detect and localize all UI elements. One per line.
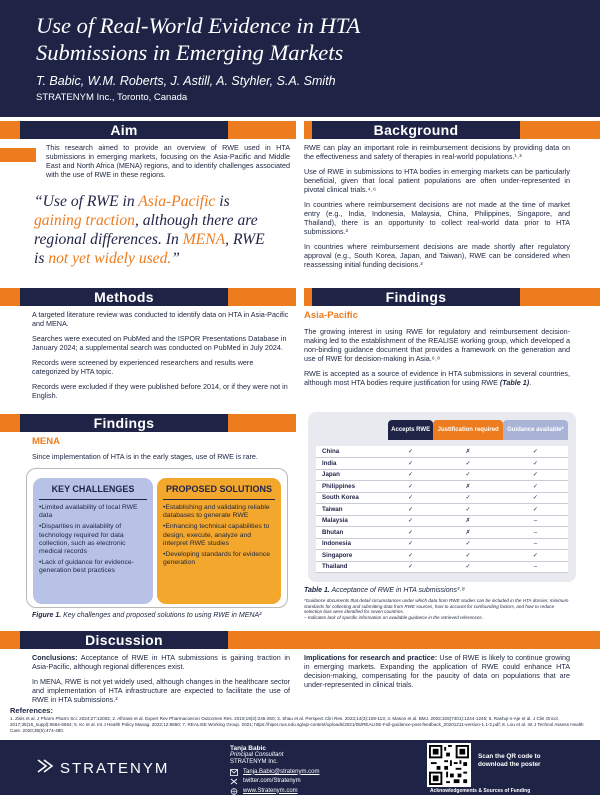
guidance-cell: ✓ bbox=[503, 504, 568, 516]
mena-subheading: MENA bbox=[32, 436, 60, 447]
stratenym-logo-icon bbox=[36, 756, 56, 776]
guidance-cell: ✓ bbox=[503, 446, 568, 458]
findings-right-paragraph: The growing interest in using RWE for regulatory and reimbursement decision-making led to the establishment of the REALISE working group, which developed a non-binding guidance document that provides a framework on the generation and use of RWE for decision-making in Asia.⁶˒⁸ bbox=[304, 327, 570, 363]
references-text: 1. Zisis et al. J Pharm Pharm Sci. 2024;27:12002; 2. Alhrass et al. Expert Rev Pharmacoecon Outcomes Res. 2019;19(3):245-250; 3. Shau et al. Perspect Clin Res. 2023;14(3):108-113; 4. Mason et al. BMJ. 2003;326(7401):1244-1245; 5. Rashqi-n-Aje et al. J Clin Oncol. 2017;35(15_suppl):6564-6564; 6. Kc et al. Int J Health Policy Manag. 2022;12:6850; 7. REALISE Working Group. 2021; https://hiper.nus.edu.sg/wp-content/uploads/2021/05/REALISE-Full-guidance-post-feedback_20201211-version-1.1-2.pdf; 8. Lou et al. Int J Technol Assess Health Care. 2020;36(5):474-480. bbox=[10, 716, 584, 733]
justification-cell: ✗ bbox=[433, 481, 503, 493]
authors: T. Babic, W.M. Roberts, J. Astill, A. Styhler, S.A. Smith bbox=[36, 74, 336, 88]
header-guidance-available: Guidance available* bbox=[503, 420, 568, 440]
accepts-cell: ✓ bbox=[388, 527, 433, 539]
quote-highlight: gaining traction bbox=[34, 212, 135, 229]
table-row bbox=[316, 538, 568, 550]
figure-1-caption-label: Figure 1. bbox=[32, 612, 62, 619]
country-cell: South Korea bbox=[316, 492, 388, 504]
justification-cell: ✓ bbox=[433, 492, 503, 504]
figure-1-caption bbox=[32, 612, 261, 619]
discussion-heading: Discussion bbox=[20, 631, 228, 649]
aim-text: This research aimed to provide an overview of RWE used in HTA submissions in emerging markets, focusing on the Asia-Pacific and Middle East and North Africa (MENA) regions, and to identify challenges associated with the use of RWE in these regions. bbox=[46, 143, 290, 179]
aim-text-block bbox=[46, 143, 290, 185]
accepts-cell: ✓ bbox=[388, 515, 433, 527]
background-heading: Background bbox=[312, 121, 520, 139]
key-challenge-item: •Disparities in availability of technology required for data collection, such as electronic medical records bbox=[39, 523, 126, 556]
country-cell: Singapore bbox=[316, 550, 388, 562]
table-row bbox=[316, 561, 568, 573]
guidance-cell: – bbox=[503, 538, 568, 550]
acknowledgements-link[interactable]: Acknowledgements & Sources of Funding bbox=[430, 788, 531, 794]
methods-heading: Methods bbox=[20, 288, 228, 306]
justification-cell: ✗ bbox=[433, 527, 503, 539]
table-row bbox=[316, 469, 568, 481]
table-footnotes bbox=[304, 598, 572, 620]
justification-cell: ✗ bbox=[433, 446, 503, 458]
accepts-cell: ✓ bbox=[388, 550, 433, 562]
table-row bbox=[316, 504, 568, 516]
justification-cell: ✓ bbox=[433, 469, 503, 481]
accepts-cell: ✓ bbox=[388, 504, 433, 516]
country-cell: Bhutan bbox=[316, 527, 388, 539]
guidance-cell: ✓ bbox=[503, 469, 568, 481]
findings-right-paragraph bbox=[304, 369, 570, 387]
quote-part: “Use of RWE in bbox=[34, 193, 139, 210]
accepts-cell: ✓ bbox=[388, 469, 433, 481]
email-row[interactable] bbox=[230, 769, 319, 776]
key-challenges-card bbox=[33, 478, 153, 604]
findings-right-paragraph-text: RWE is accepted as a source of evidence in HTA submissions in several countries, although most HTA bodies require justification for using RWE bbox=[304, 369, 570, 387]
table-row bbox=[316, 492, 568, 504]
country-cell: Thailand bbox=[316, 561, 388, 573]
methods-paragraph: A targeted literature review was conducted to identify data on HTA in Asia-Pacific and MENA. bbox=[32, 310, 289, 328]
implications-label: Implications for research and practice: bbox=[304, 653, 438, 662]
rwe-acceptance-table bbox=[316, 420, 568, 573]
table-ref: (Table 1) bbox=[499, 378, 530, 387]
country-cell: Malaysia bbox=[316, 515, 388, 527]
guidance-cell: ✓ bbox=[503, 458, 568, 470]
email-icon bbox=[230, 769, 238, 776]
quote-part: ” bbox=[171, 250, 180, 267]
contact-block bbox=[230, 745, 319, 795]
quote-part: is bbox=[215, 193, 230, 210]
qr-instructions bbox=[478, 753, 541, 769]
table-row bbox=[316, 527, 568, 539]
background-paragraph: In countries where reimbursement decisions are not made at the time of market entry (e.g., India, Indonesia, Malaysia, China, Philippines, Singapore, and Thailand), there is an opportunity to collect real-world data prior to HTA submissions.³ bbox=[304, 200, 570, 236]
key-challenge-item: •Lack of guidance for evidence-generation best practices bbox=[39, 559, 134, 575]
twitter-link[interactable]: twitter.com/Stratenym bbox=[243, 778, 301, 784]
figure-1-caption-text: Key challenges and proposed solutions to using RWE in MENA² bbox=[61, 612, 262, 619]
country-cell: Taiwan bbox=[316, 504, 388, 516]
discussion-left-block bbox=[32, 653, 290, 710]
qr-text-line: download the poster bbox=[478, 761, 541, 768]
proposed-solution-item: •Developing standards for evidence generation bbox=[163, 551, 271, 567]
table-row bbox=[316, 515, 568, 527]
guidance-cell: – bbox=[503, 527, 568, 539]
findings-right-section-bar bbox=[304, 288, 600, 306]
findings-right-text-block bbox=[304, 327, 570, 393]
methods-paragraph: Searches were executed on PubMed and the ISPOR Presentations Database in January 2024; a supplemental search was conducted on PubMed in July 2024. bbox=[32, 334, 287, 352]
guidance-cell: ✓ bbox=[503, 481, 568, 493]
conclusions-paragraph bbox=[32, 653, 290, 671]
quote-highlight: MENA bbox=[182, 231, 226, 248]
background-paragraph: In countries where reimbursement decisions are made shortly after regulatory approval (e.g., South Korea, Japan, and Taiwan), RWE can be considered when reassessing initial funding decisions.³ bbox=[304, 242, 570, 269]
accepts-cell: ✓ bbox=[388, 538, 433, 550]
poster-title bbox=[36, 12, 600, 66]
table-corner bbox=[316, 420, 388, 440]
country-cell: China bbox=[316, 446, 388, 458]
accepts-cell: ✓ bbox=[388, 492, 433, 504]
background-paragraph: Use of RWE in submissions to HTA bodies in emerging markets can be particularly beneficial, given that local patient populations are often under-represented in pivotal clinical trials.⁴˒⁶ bbox=[304, 167, 570, 194]
guidance-cell: – bbox=[503, 561, 568, 573]
aim-section-bar bbox=[0, 121, 296, 139]
contact-role: Principal Consultant bbox=[230, 752, 284, 758]
justification-cell: ✓ bbox=[433, 538, 503, 550]
implications-text: Use of RWE is likely to continue growing in emerging markets. Expanding the application of RWE could enhance HTA decision-making, compensating for the paucity of data on populations that are under-represented in clinical trials. bbox=[304, 653, 570, 689]
quote-highlight: Asia-Pacific bbox=[138, 193, 216, 210]
table-footnote: *Guidance documents that detail circumstances under which data from RWE studies can be included in the HTA dossier, minimum standards for collecting and submitting data from RWE sources, how to account for confounding factors, and how to reduce selection bias were identified for seven countries. bbox=[304, 598, 569, 615]
justification-cell: ✓ bbox=[433, 561, 503, 573]
methods-section-bar bbox=[0, 288, 296, 306]
accepts-cell: ✓ bbox=[388, 458, 433, 470]
poster-header bbox=[0, 0, 600, 117]
quote-part: , although there are regional differences. In bbox=[34, 212, 258, 248]
stratenym-logo-text: STRATENYM bbox=[60, 760, 170, 777]
background-section-bar bbox=[304, 121, 600, 139]
key-challenge-item: •Limited availability of local RWE data bbox=[39, 504, 138, 520]
accepts-cell: ✓ bbox=[388, 446, 433, 458]
qr-code[interactable] bbox=[427, 743, 471, 787]
key-challenges-list bbox=[39, 504, 147, 576]
globe-icon bbox=[230, 788, 238, 795]
country-cell: India bbox=[316, 458, 388, 470]
justification-cell: ✗ bbox=[433, 515, 503, 527]
proposed-solutions-card bbox=[157, 478, 281, 604]
country-cell: Japan bbox=[316, 469, 388, 481]
table-1-caption-label: Table 1. bbox=[304, 587, 330, 594]
website-link[interactable]: www.Stratenym.com bbox=[243, 787, 298, 794]
mena-intro: Since implementation of HTA is in the early stages, use of RWE is rare. bbox=[32, 452, 258, 461]
references-title: References: bbox=[10, 706, 53, 715]
mena-discussion-paragraph: In MENA, RWE is not yet widely used, although changes in the healthcare sector and implementation of HTA infrastructure are expected to facilitate the use of RWE in HTA submissions.² bbox=[32, 677, 290, 704]
aim-heading: Aim bbox=[20, 121, 228, 139]
title-line-2: Submissions in Emerging Markets bbox=[36, 40, 344, 65]
qr-text-line: Scan the QR code to bbox=[478, 753, 541, 760]
findings-left-section-bar bbox=[0, 414, 296, 432]
table-footnote: – Indicates lack of specific information on available guidance in the retrieved references. bbox=[304, 614, 484, 620]
guidance-cell: – bbox=[503, 515, 568, 527]
table-row bbox=[316, 481, 568, 493]
email-link[interactable]: Tanja.Babic@stratenym.com bbox=[243, 768, 320, 775]
header-justification-required: Justification required bbox=[433, 420, 503, 440]
conclusions-text: Acceptance of RWE in HTA submissions is gaining traction in Asia-Pacific, although regional differences exist. bbox=[32, 653, 290, 671]
mena-intro-block bbox=[32, 452, 290, 467]
accepts-cell: ✓ bbox=[388, 481, 433, 493]
methods-paragraph: Records were screened by experienced researchers and results were categorized by HTA topic. bbox=[32, 358, 254, 376]
background-paragraph: RWE can play an important role in reimbursement decisions by providing data on the effectiveness and safety of therapies in real-world populations.¹˒³ bbox=[304, 143, 570, 161]
country-cell: Indonesia bbox=[316, 538, 388, 550]
discussion-right-block bbox=[304, 653, 570, 695]
table-ref-end: . bbox=[529, 378, 532, 387]
proposed-solution-item: •Enhancing technical capabilities to design, execute, analyze and interpret RWE studies bbox=[163, 523, 270, 547]
justification-cell: ✓ bbox=[433, 504, 503, 516]
methods-text-block bbox=[32, 310, 290, 406]
findings-left-heading: Findings bbox=[20, 414, 228, 432]
table-1-caption bbox=[304, 587, 465, 594]
asia-pacific-subheading: Asia-Pacific bbox=[304, 310, 358, 321]
affiliation: STRATENYM Inc., Toronto, Canada bbox=[36, 92, 188, 103]
website-row[interactable] bbox=[230, 788, 319, 795]
proposed-solution-item: •Establishing and validating reliable databases to generate RWE bbox=[163, 504, 270, 520]
guidance-cell: ✓ bbox=[503, 550, 568, 562]
contact-name: Tanja Babic bbox=[230, 745, 267, 752]
table-1-caption-text: Acceptance of RWE in HTA submissions³˒⁸ bbox=[329, 587, 465, 594]
implications-paragraph bbox=[304, 653, 570, 689]
quote-part: , RWE is bbox=[34, 231, 265, 267]
table-row bbox=[316, 458, 568, 470]
proposed-solutions-title: PROPOSED SOLUTIONS bbox=[163, 484, 275, 500]
twitter-icon bbox=[230, 778, 238, 785]
pull-quote bbox=[34, 192, 274, 268]
discussion-section-bar bbox=[0, 631, 600, 649]
header-accepts-rwe: Accepts RWE bbox=[388, 420, 433, 440]
accepts-cell: ✓ bbox=[388, 561, 433, 573]
table-row bbox=[316, 550, 568, 562]
quote-highlight: not yet widely used. bbox=[48, 250, 172, 267]
aim-accent-mark bbox=[0, 148, 36, 162]
justification-cell: ✓ bbox=[433, 550, 503, 562]
contact-org: STRATENYM Inc. bbox=[230, 759, 278, 765]
guidance-cell: ✓ bbox=[503, 492, 568, 504]
title-line-1: Use of Real-World Evidence in HTA bbox=[36, 13, 361, 38]
methods-paragraph: Records were excluded if they were published before 2014, or if they were not in English. bbox=[32, 382, 288, 400]
poster-footer bbox=[0, 740, 600, 795]
twitter-row[interactable] bbox=[230, 778, 319, 785]
background-text-block bbox=[304, 143, 570, 275]
key-challenges-title: KEY CHALLENGES bbox=[39, 484, 147, 500]
proposed-solutions-list bbox=[163, 504, 275, 567]
justification-cell: ✓ bbox=[433, 458, 503, 470]
conclusions-label: Conclusions: bbox=[32, 653, 78, 662]
table-row bbox=[316, 446, 568, 458]
findings-right-heading: Findings bbox=[312, 288, 520, 306]
country-cell: Philippines bbox=[316, 481, 388, 493]
